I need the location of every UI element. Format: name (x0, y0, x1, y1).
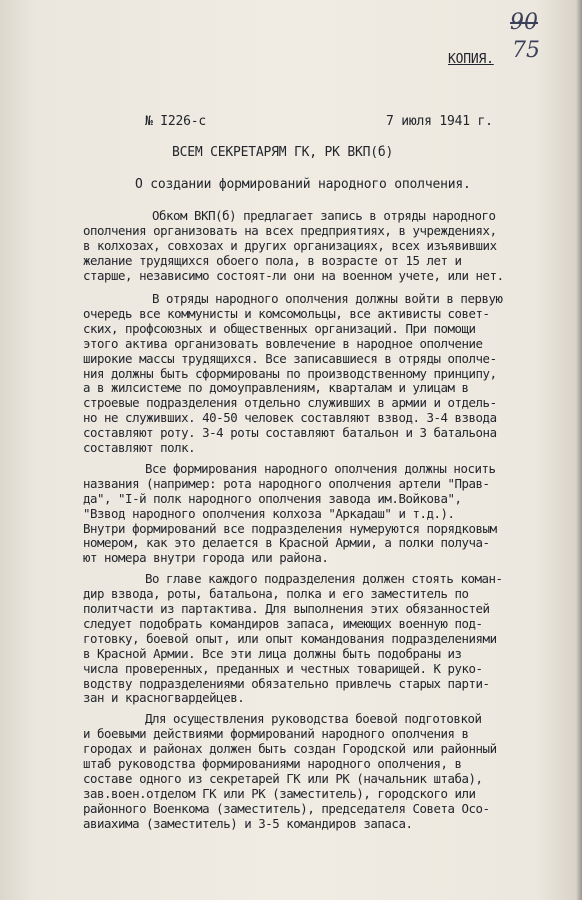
body-line: ют номера внутри города или района. (83, 550, 329, 566)
body-line: водству подразделениями обязательно привлечь старых парти- (83, 675, 490, 691)
body-line: в Красной Армии. Все эти лица должны быть подобраны из (83, 645, 462, 661)
handwritten-page-number: 75 (512, 38, 540, 63)
subject-line: О создании формирований народного ополчения. (135, 177, 471, 192)
body-line: В отряды народного ополчения должны войти в первую (152, 291, 503, 306)
body-line: готовку, боевой опыт, или опыт командования подразделениями (83, 630, 497, 646)
body-line: районного Военкома (заместитель), председателя Совета Осо- (83, 800, 490, 816)
body-line: номером, как это делается в Красной Армии, а полки получа- (83, 535, 490, 551)
body-line: зан и красногвардейцев. (83, 690, 245, 706)
document-date: 7 июля 1941 г. (386, 114, 493, 129)
body-line: желание трудящихся обоего пола, в возрасте от 15 лет и (83, 252, 462, 268)
body-line: очередь все коммунисты и комсомольцы, все активисты совет- (83, 305, 490, 321)
body-line: зав.воен.отделом ГК или РК (заместитель), городского или (83, 785, 476, 801)
handwritten-old-page-number: 90 (510, 10, 538, 35)
body-line: следует подобрать командиров запаса, имеющих военную под- (83, 615, 483, 631)
body-line: широкие массы трудящихся. Все записавшиеся в отряды ополче- (83, 350, 497, 366)
body-line: а в жилсистеме по домоуправлениям, кварталам и улицам в (83, 380, 469, 396)
body-line: Внутри формирований все подразделения нумеруются порядковым (83, 520, 497, 536)
addressee-heading: ВСЕМ СЕКРЕТАРЯМ ГК, РК ВКП(б) (172, 145, 394, 160)
body-line: и боевыми действиями формирований народного ополчения в (83, 726, 469, 742)
body-line: составляют роту. 3-4 роты составляют батальон и 3 батальона (83, 425, 497, 441)
body-line: ния должны быть сформированы по производственному принципу, (83, 365, 497, 381)
page-edge-shadow (576, 0, 582, 900)
body-line: названия (например: рота народного ополчения артели "Прав- (83, 475, 490, 491)
body-line: Во главе каждого подразделения должен стоять коман- (145, 571, 503, 587)
copy-stamp: КОПИЯ. (448, 52, 494, 67)
body-line: да", "I-й полк народного ополчения завода им.Войкова", (83, 490, 462, 506)
body-line: политчасти из партактива. Для выполнения этих обязанностей (83, 601, 490, 616)
body-line: авиахима (заместитель) и 3-5 командиров запаса. (83, 815, 413, 831)
body-line: в колхозах, совхозах и других организациях, всех изъявивших (83, 237, 497, 253)
body-line: строевые подразделения отдельно служивших в армии и отдель- (83, 395, 497, 411)
body-line: старше, независимо состоят-ли они на военном учете, или нет. (83, 267, 504, 283)
body-line: Для осуществления руководства боевой подготовкой (145, 711, 482, 727)
body-line: штаб руководства формированиями народного ополчения, в (83, 756, 462, 771)
body-line: дир взвода, роты, батальона, полка и его заместитель по (83, 586, 469, 602)
body-line: "Взвод народного ополчения колхоза "Аркадаш" и т.д.). (83, 505, 455, 521)
body-line: составляют полк. (83, 440, 196, 455)
body-line: числа проверенных, преданных и честных товарищей. К руко- (83, 660, 483, 676)
body-line: Все формирования народного ополчения должны носить (145, 460, 496, 476)
body-line: ских, профсоюзных и общественных организаций. При помощи (83, 320, 476, 336)
body-line: этого актива организовать вовлечение в народное ополчение (83, 335, 483, 351)
body-line: но не служивших. 40-50 человек составляют взвод. 3-4 взвода (83, 410, 497, 426)
body-line: городах и районах должен быть создан Городской или районный (83, 741, 497, 757)
body-line: ополчения организовать на всех предприятиях, в учреждениях, (83, 222, 497, 238)
body-line: Обком ВКП(б) предлагает запись в отряды народного (152, 208, 496, 223)
document-number: № I226-с (145, 114, 207, 129)
body-line: составе одного из секретарей ГК или РК (начальник штаба), (83, 770, 483, 786)
